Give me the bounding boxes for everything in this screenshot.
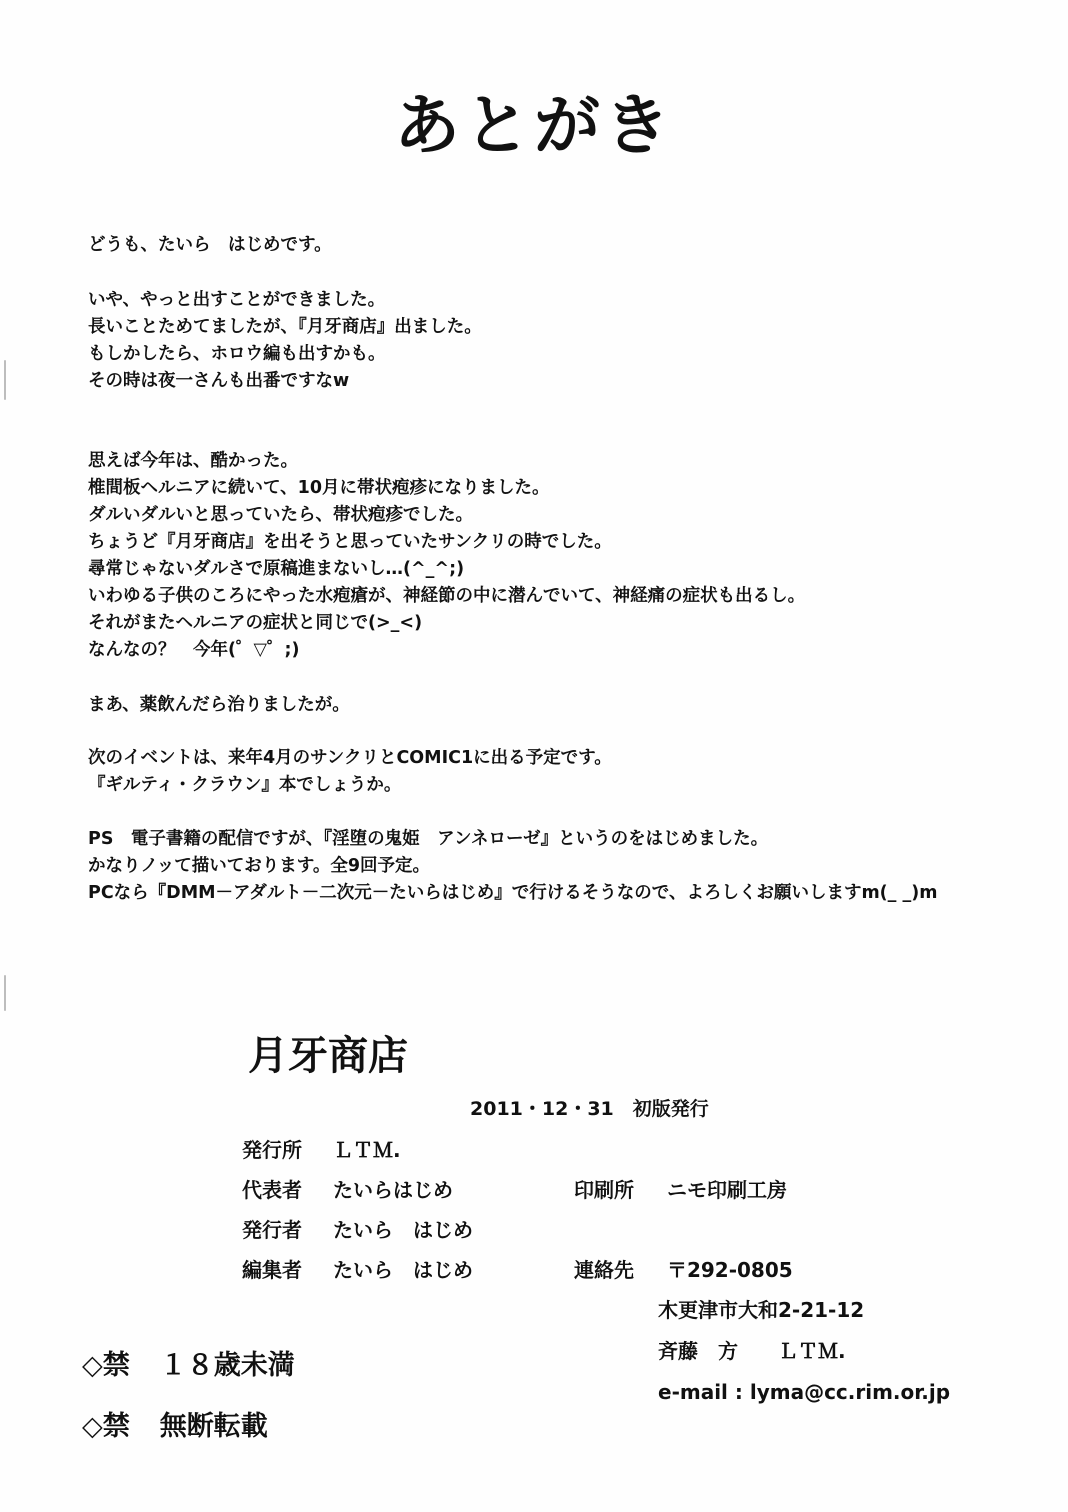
afterword-line: いわゆる子供のころにやった水疱瘡が、神経節の中に潜んでいて、神経痛の症状も出るし。 — [88, 586, 806, 606]
afterword-line: ちょうど『月牙商店』を出そうと思っていたサンクリの時でした。 — [88, 532, 612, 552]
afterword-line: なんなの？ 今年(゜▽゜;) — [88, 640, 300, 660]
age-restriction-warning — [82, 1348, 295, 1384]
issuer-row — [242, 1217, 473, 1243]
afterword-line: 『ギルティ・クラウン』本でしょうか。 — [88, 775, 402, 795]
warning-text: 無断転載 — [159, 1411, 268, 1442]
printer-value: ニモ印刷工房 — [666, 1178, 787, 1202]
afterword-line: PS 電子書籍の配信ですが、『淫堕の鬼姫 アンネローゼ』というのをはじめました。 — [88, 829, 769, 849]
afterword-line: かなりノッて描いております。全9回予定。 — [88, 856, 431, 876]
afterword-line: 長いことためてましたが、『月牙商店』出ました。 — [88, 317, 482, 337]
afterword-line: それがまたヘルニアの症状と同じで(>_<) — [88, 613, 423, 633]
afterword-line: 思えば今年は、酷かった。 — [88, 451, 298, 471]
book-title: 月牙商店 — [248, 1033, 408, 1079]
prohibition-mark: ◇禁 — [82, 1411, 130, 1442]
afterword-line: どうも、たいら はじめです。 — [88, 235, 332, 255]
reprint-prohibition-warning — [82, 1409, 268, 1445]
representative-label: 代表者 — [242, 1178, 302, 1202]
editor-row — [242, 1257, 473, 1283]
contact-address: 木更津市大和2-21-12 — [658, 1298, 865, 1322]
afterword-line: 次のイベントは、来年4月のサンクリとCOMIC1に出る予定です。 — [88, 748, 612, 768]
editor-value: たいら はじめ — [332, 1258, 473, 1282]
publisher-label: 発行所 — [242, 1138, 302, 1162]
page-title: あとがき — [394, 87, 674, 164]
warning-text: １８歳未満 — [159, 1350, 295, 1381]
printer-label: 印刷所 — [574, 1178, 634, 1202]
afterword-line: まあ、薬飲んだら治りましたが。 — [88, 695, 350, 715]
publication-date: 2011・12・31 初版発行 — [470, 1098, 709, 1120]
afterword-line: PCなら『DMM－アダルト－二次元－たいらはじめ』で行けるそうなので、よろしくお願いしますm(_ _)m — [88, 883, 938, 903]
publisher-value: ＬＴＭ. — [332, 1138, 401, 1162]
contact-row — [574, 1257, 793, 1283]
contact-name: 斉藤 方 ＬＴＭ. — [658, 1339, 846, 1363]
issuer-label: 発行者 — [242, 1218, 302, 1242]
afterword-line: いや、やっと出すことができました。 — [88, 290, 386, 310]
afterword-line: 尋常じゃないダルさで原稿進まないし…(^_^;) — [88, 559, 465, 579]
issuer-value: たいら はじめ — [332, 1218, 473, 1242]
afterword-line: 椎間板ヘルニアに続いて、10月に帯状疱疹になりました。 — [88, 478, 550, 498]
afterword-line: ダルいダルいと思っていたら、帯状疱疹でした。 — [88, 505, 473, 525]
page-edge-mark — [4, 975, 6, 1011]
contact-label: 連絡先 — [574, 1258, 634, 1282]
afterword-line: もしかしたら、ホロウ編も出すかも。 — [88, 344, 386, 364]
editor-label: 編集者 — [242, 1258, 302, 1282]
contact-postal: 〒292-0805 — [666, 1258, 793, 1282]
publisher-row — [242, 1137, 401, 1163]
page-edge-mark — [4, 360, 6, 400]
printer-row — [574, 1177, 787, 1203]
representative-value: たいらはじめ — [332, 1178, 453, 1202]
afterword-line: その時は夜一さんも出番ですなw — [88, 371, 350, 391]
contact-email: e-mail : lyma@cc.rim.or.jp — [658, 1380, 951, 1404]
prohibition-mark: ◇禁 — [82, 1350, 130, 1381]
representative-row — [242, 1177, 453, 1203]
